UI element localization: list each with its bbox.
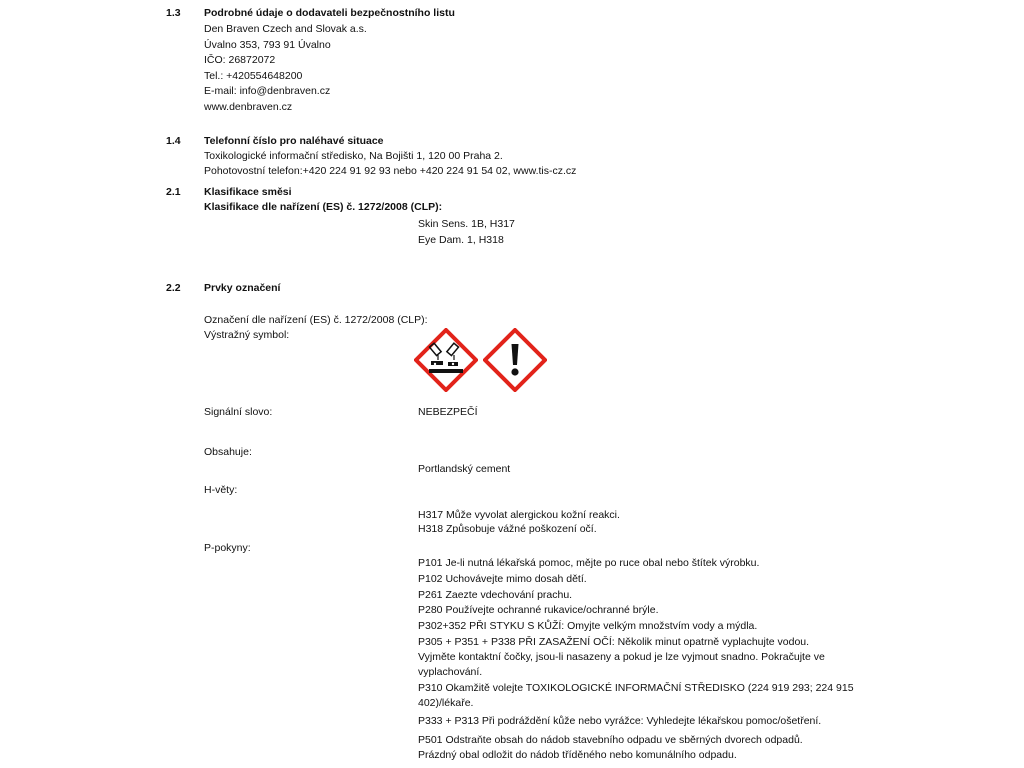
emergency-line-2: Pohotovostní telefon:+420 224 91 92 93 nebo +420 224 91 54 02, www.tis-cz.cz (204, 165, 577, 177)
emergency-line-1: Toxikologické informační středisko, Na Bojišti 1, 120 00 Praha 2. (204, 150, 503, 162)
p-statement: P501 Odstraňte obsah do nádob stavebního odpadu ve sběrných dvorech odpadů. (418, 734, 803, 746)
classification-regulation: Klasifikace dle nařízení (ES) č. 1272/2008 (CLP): (204, 201, 443, 213)
section-title-label-elements: Prvky označení (204, 282, 281, 294)
p-statement: P305 + P351 + P338 PŘI ZASAŽENÍ OČÍ: Několik minut opatrně vyplachujte vodou. (418, 636, 810, 648)
supplier-ico: IČO: 26872072 (204, 54, 276, 66)
section-number-1-3: 1.3 (166, 7, 181, 19)
signal-word-value: NEBEZPEČÍ (418, 406, 478, 418)
label-regulation: Označení dle nařízení (ES) č. 1272/2008 (CLP): (204, 314, 428, 326)
supplier-name: Den Braven Czech and Slovak a.s. (204, 23, 367, 35)
supplier-website: www.denbraven.cz (204, 101, 293, 113)
p-statements-label: P-pokyny: (204, 542, 251, 554)
section-number-2-2: 2.2 (166, 282, 181, 294)
contains-value: Portlandský cement (418, 463, 511, 475)
supplier-email: E-mail: info@denbraven.cz (204, 85, 331, 97)
p-statement: P310 Okamžitě volejte TOXIKOLOGICKÉ INFORMAČNÍ STŘEDISKO (224 919 293; 224 915 (418, 682, 854, 694)
exclamation-pictogram (483, 328, 547, 392)
supplier-address: Úvalno 353, 793 91 Úvalno (204, 39, 331, 51)
p-statement: P102 Uchovávejte mimo dosah dětí. (418, 573, 587, 585)
h-statements-label: H-věty: (204, 484, 238, 496)
p-statement: P302+352 PŘI STYKU S KŮŽÍ: Omyjte velkým množstvím vody a mýdla. (418, 620, 758, 632)
p-statement: P101 Je-li nutná lékařská pomoc, mějte po ruce obal nebo štítek výrobku. (418, 557, 760, 569)
p-statement: P280 Používejte ochranné rukavice/ochranné brýle. (418, 604, 659, 616)
signal-word-label: Signální slovo: (204, 406, 273, 418)
p-statement: P333 + P313 Při podráždění kůže nebo vyrážce: Vyhledejte lékařskou pomoc/ošetření. (418, 715, 822, 727)
section-title-classification: Klasifikace směsi (204, 186, 292, 198)
section-number-2-1: 2.1 (166, 186, 181, 198)
section-title-emergency: Telefonní číslo pro naléhavé situace (204, 135, 384, 147)
classification-eye: Eye Dam. 1, H318 (418, 234, 504, 246)
corrosion-pictogram (414, 328, 478, 392)
hazard-symbol-label: Výstražný symbol: (204, 329, 290, 341)
h-statement: H317 Může vyvolat alergickou kožní reakci. (418, 509, 620, 521)
section-number-1-4: 1.4 (166, 135, 181, 147)
classification-skin: Skin Sens. 1B, H317 (418, 218, 515, 230)
p-statement: P261 Zaezte vdechování prachu. (418, 589, 573, 601)
p-statement: Prázdný obal odložit do nádob tříděného nebo komunálního odpadu. (418, 749, 737, 761)
h-statement: H318 Způsobuje vážné poškození očí. (418, 523, 597, 535)
p-statement: Vyjměte kontaktní čočky, jsou-li nasazeny a pokud je lze vyjmout snadno. Pokračujte ve (418, 651, 825, 663)
p-statement: vyplachování. (418, 666, 483, 678)
p-statement: 402)/lékaře. (418, 697, 474, 709)
supplier-phone: Tel.: +420554648200 (204, 70, 303, 82)
contains-label: Obsahuje: (204, 446, 252, 458)
section-title-supplier: Podrobné údaje o dodavateli bezpečnostního listu (204, 7, 455, 19)
